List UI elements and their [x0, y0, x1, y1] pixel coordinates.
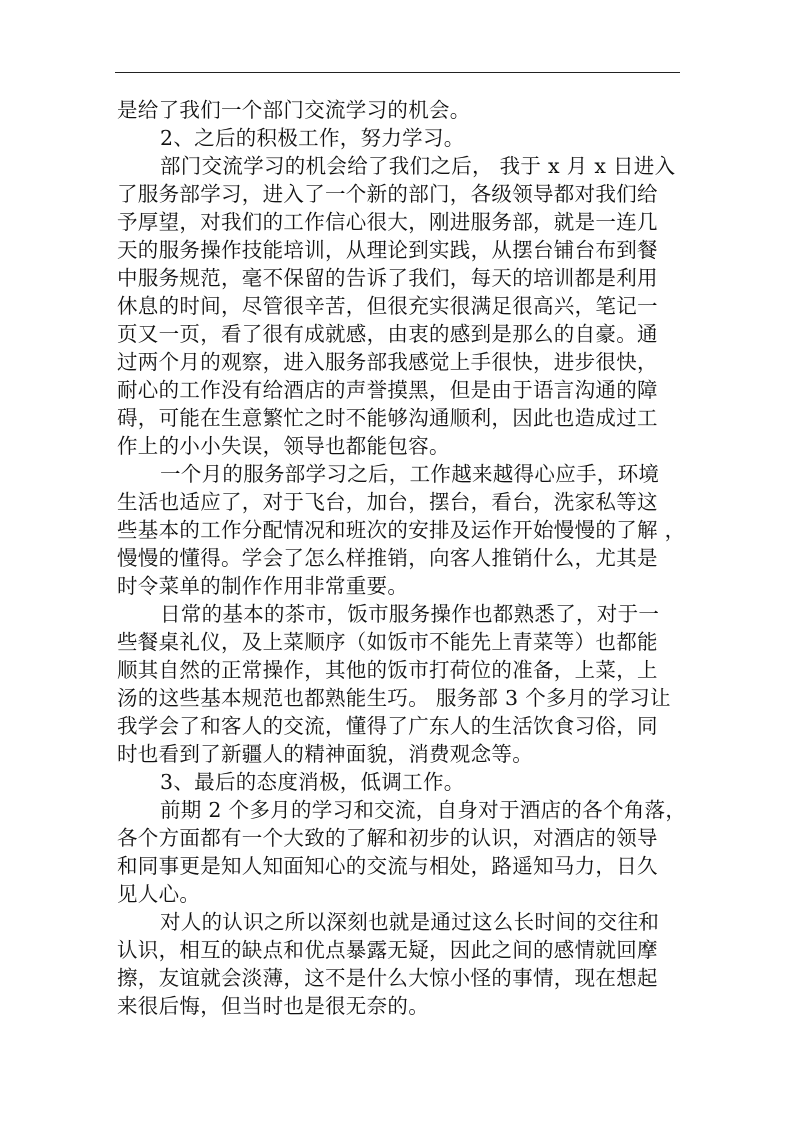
text-line: 认识，相互的缺点和优点暴露无疑，因此之间的感情就回摩	[117, 938, 658, 962]
text-line: 中服务规范，毫不保留的告诉了我们，每天的培训都是利用	[117, 266, 658, 290]
text-line: 擦，友谊就会淡薄，这不是什么大惊小怪的事情，现在想起	[117, 966, 658, 990]
text-line: 些基本的工作分配情况和班次的安排及运作开始慢慢的了解 ，	[117, 518, 686, 542]
text-line: 作上的小小失误，领导也都能包容。	[117, 434, 450, 458]
text-line: 和同事更是知人知面知心的交流与相处，路遥知马力，日久	[117, 854, 658, 878]
text-line: 耐心的工作没有给酒店的声誉摸黑，但是由于语言沟通的障	[117, 378, 658, 402]
text-line: 时令菜单的制作作用非常重要。	[117, 574, 409, 598]
text-line: 前期 2 个多月的学习和交流，自身对于酒店的各个角落，	[160, 798, 687, 822]
text-line: 过两个月的观察，进入服务部我感觉上手很快，进步很快，	[117, 350, 658, 374]
text-line: 页又一页，看了很有成就感，由衷的感到是那么的自豪。通	[117, 322, 658, 346]
text-line: 汤的这些基本规范也都熟能生巧。 服务部 3 个多月的学习让	[117, 686, 671, 710]
text-line: 来很后悔，但当时也是很无奈的。	[117, 994, 429, 1018]
text-line: 予厚望，对我们的工作信心很大，刚进服务部，就是一连几	[117, 210, 658, 234]
text-line: 是给了我们一个部门交流学习的机会。	[117, 98, 471, 122]
text-line: 生活也适应了，对于飞台，加台，摆台，看台，洗家私等这	[117, 490, 658, 514]
text-line: 我学会了和客人的交流，懂得了广东人的生活饮食习俗，同	[117, 714, 658, 738]
text-line: 天的服务操作技能培训，从理论到实践，从摆台铺台布到餐	[117, 238, 658, 262]
text-line: 日常的基本的茶市，饭市服务操作也都熟悉了，对于一	[160, 602, 660, 626]
text-line: 休息的时间，尽管很辛苦，但很充实很满足很高兴，笔记一	[117, 294, 658, 318]
text-line: 一个月的服务部学习之后，工作越来越得心应手，环境	[160, 462, 660, 486]
text-line: 慢慢的懂得。学会了怎么样推销，向客人推销什么，尤其是	[117, 546, 658, 570]
header-rule	[115, 72, 680, 73]
text-line: 部门交流学习的机会给了我们之后， 我于 x 月 x 日进入	[160, 154, 676, 178]
text-line: 时也看到了新疆人的精神面貌，消费观念等。	[117, 742, 533, 766]
text-line: 对人的认识之所以深刻也就是通过这么长时间的交往和	[160, 910, 660, 934]
text-line: 些餐桌礼仪，及上菜顺序（如饭市不能先上青菜等）也都能	[117, 630, 658, 654]
text-line: 各个方面都有一个大致的了解和初步的认识，对酒店的领导	[117, 826, 658, 850]
section-heading: 2、之后的积极工作，努力学习。	[160, 126, 465, 150]
text-line: 了服务部学习，进入了一个新的部门，各级领导都对我们给	[117, 182, 658, 206]
text-line: 顺其自然的正常操作，其他的饭市打荷位的准备，上菜，上	[117, 658, 658, 682]
text-line: 见人心。	[117, 882, 201, 906]
text-line: 碍，可能在生意繁忙之时不能够沟通顺利，因此也造成过工	[117, 406, 658, 430]
section-heading: 3、最后的态度消极，低调工作。	[160, 770, 465, 794]
